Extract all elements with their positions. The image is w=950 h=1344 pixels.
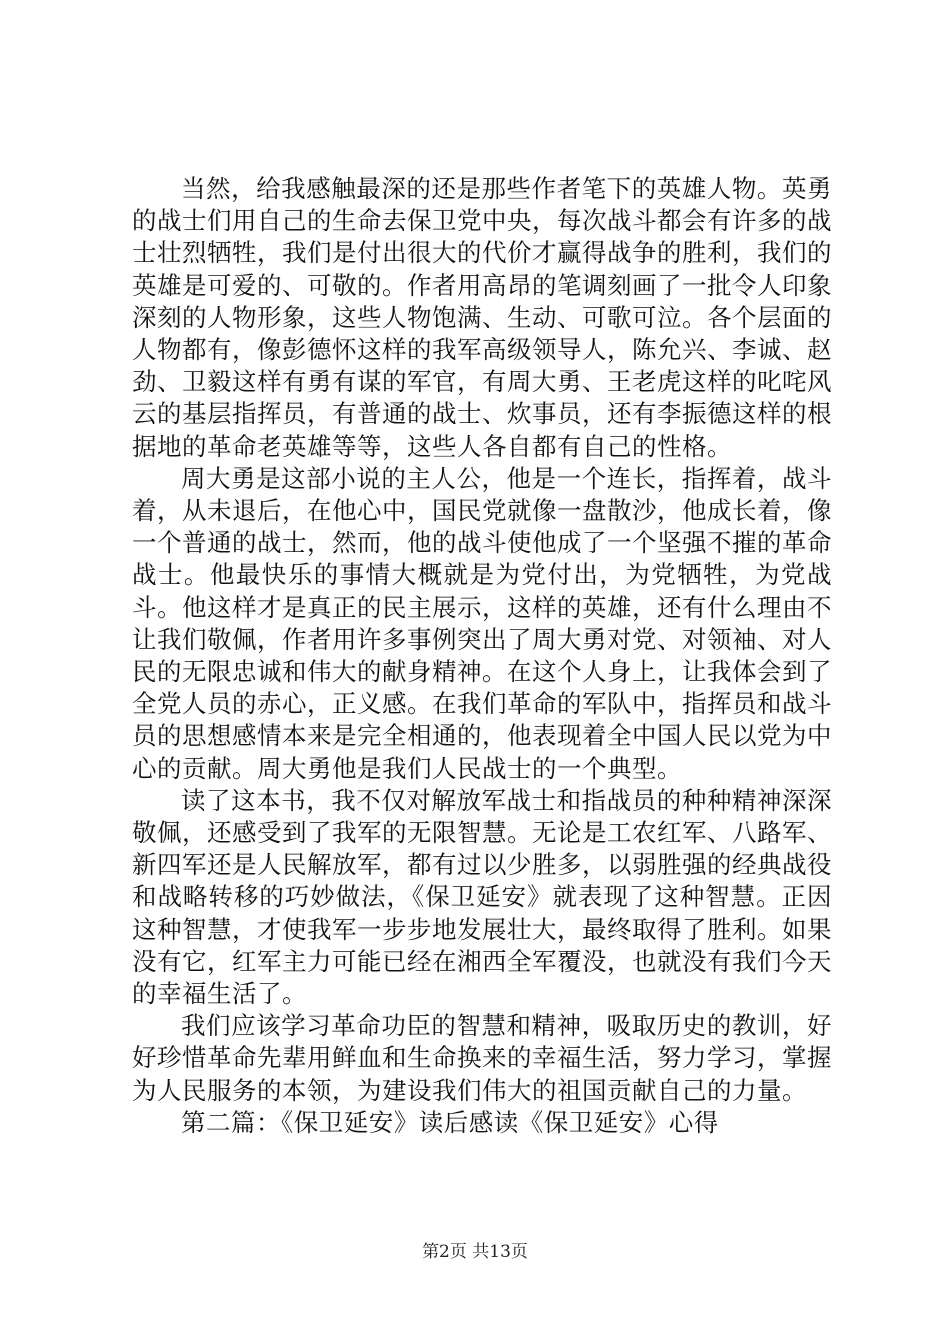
paragraph-zhou-dayong: 周大勇是这部小说的主人公，他是一个连长，指挥着，战斗着，从未退后，在他心中，国民党就像一盘散沙，他成长着，像一个普通的战士，然而，他的战斗使他成了一个坚强不摧的革命战士。他最快乐的事情大概就是为党付出，为党牺牲，为党战斗。他这样才是真正的民主展示，这样的英雄，还有什么理由不让我们敬佩，作者用许多事例突出了周大勇对党、对领袖、对人民的无限忠诚和伟大的献身精神。在这个人身上，让我体会到了全党人员的赤心，正义感。在我们革命的军队中，指挥员和战斗员的思想感情本来是完全相通的，他表现着全中国人民以党为中心的贡献。周大勇他是我们人民战士的一个典型。	[132, 463, 832, 783]
paragraph-wisdom: 读了这本书，我不仅对解放军战士和指战员的种种精神深深敬佩，还感受到了我军的无限智慧。无论是工农红军、八路军、新四军还是人民解放军，都有过以少胜多，以弱胜强的经典战役和战略转移的巧妙做法，《保卫延安》就表现了这种智慧。正因这种智慧，才使我军一步步地发展壮大，最终取得了胜利。如果没有它，红军主力可能已经在湘西全军覆没，也就没有我们今天的幸福生活了。	[132, 785, 832, 1009]
paragraph-conclusion: 我们应该学习革命功臣的智慧和精神，吸取历史的教训，好好珍惜革命先辈用鲜血和生命换来的幸福生活，努力学习，掌握为人民服务的本领，为建设我们伟大的祖国贡献自己的力量。	[132, 1011, 832, 1105]
document-body	[132, 173, 832, 1139]
page-number-footer: 第2页 共13页	[422, 1242, 528, 1262]
paragraph-heroes: 当然，给我感触最深的还是那些作者笔下的英雄人物。英勇的战士们用自己的生命去保卫党中央，每次战斗都会有许多的战士壮烈牺牲，我们是付出很大的代价才赢得战争的胜利，我们的英雄是可爱的、可敬的。作者用高昂的笔调刻画了一批令人印象深刻的人物形象，这些人物饱满、生动、可歌可泣。各个层面的人物都有，像彭德怀这样的我军高级领导人，陈允兴、李诚、赵劲、卫毅这样有勇有谋的军官，有周大勇、王老虎这样的叱咤风云的基层指挥员，有普通的战士、炊事员，还有李振德这样的根据地的革命老英雄等等，这些人各自都有自己的性格。	[132, 174, 832, 461]
section-heading-part-two: 第二篇：《保卫延安》读后感读《保卫延安》心得	[181, 1107, 719, 1137]
